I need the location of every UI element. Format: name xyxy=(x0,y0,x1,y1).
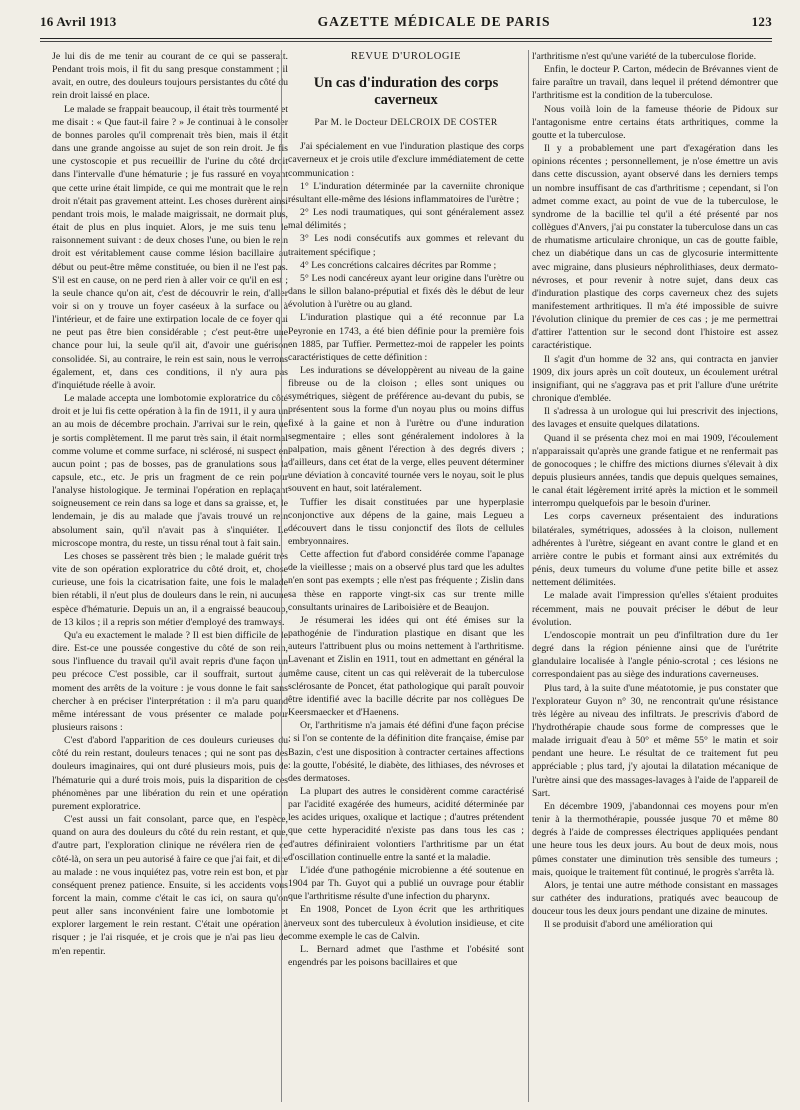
article-author: Par M. le Docteur DELCROIX DE COSTER xyxy=(314,118,498,129)
header-rule-thin xyxy=(40,41,772,42)
paragraph: 2° Les nodi traumatiques, qui sont généralement assez mal délimités ; xyxy=(288,207,524,232)
paragraph: En 1908, Poncet de Lyon écrit que les arthritiques nerveux sont des tuberculeux à évolution insidieuse, et cite comme exemple le cas de Calvin. xyxy=(288,904,524,942)
paragraph: Il s'agit d'un homme de 32 ans, qui contracta en janvier 1909, dix jours après un coït douteux, un écoulement urétral insignifiant, qui ne s'aggrava pas et prit l'allure d'une urétrite chronique d'emblée. xyxy=(532,353,778,405)
column-middle xyxy=(288,50,524,1102)
column-divider xyxy=(528,50,529,1102)
paragraph: 1° L'induration déterminée par la caverniite chronique résultant elle-même des lésions inflammatoires de l'urètre ; xyxy=(288,180,524,205)
paragraph: La plupart des autres le considèrent comme caractérisé par l'acidité exagérée des humeurs, acidité déterminée par les acides uriques, oxalique et lactique ; d'autres prétendent que cette hyperacidité n'existe pas dans tous les cas ; d'autres définiraient volontiers l'arthritisme par un état d'oscillation continuelle entre la santé et la maladie. xyxy=(288,785,524,863)
paragraph: Cette affection fut d'abord considérée comme l'apanage de la vieillesse ; mais on a observé plus tard que les adultes n'en sont pas exempts ; elle n'est pas fréquente ; Zislin dans sa thèse en rapporte vingt-six cas sur trente mille consultants urinaires de Lariboisière et de Beaujon. xyxy=(288,549,524,613)
page-header xyxy=(40,14,772,38)
header-rule xyxy=(40,38,772,39)
paragraph: Plus tard, à la suite d'une méatotomie, je pus constater que l'explorateur Guyon n° 30, ne rencontrait qu'une résistance très légère au niveau des infiltrats. Je prescrivis d'abord de l'hydrothérapie chaude sous forme de compresses que le malade irriguait d'eau à 50° et même 55° le matin et soir pendant une heure. Le résultat de ce traitement fut peu appréciable ; plus tard, j'y ajoutai la dilatation mécanique de l'urètre ainsi que des massages-lavages à l'aide de l'appareil de Sart. xyxy=(532,682,778,799)
paragraph: L. Bernard admet que l'asthme et l'obésité sont engendrés par les poisons bacillaires et que xyxy=(288,943,524,968)
paragraph: Je lui dis de me tenir au courant de ce qui se passerait. Pendant trois mois, il fit du sang presque constamment ; il avait, en outre, des douleurs toujours persistantes du côté du rein droit laissé en place. xyxy=(52,51,288,102)
article-body xyxy=(288,140,524,969)
paragraph: Or, l'arthritisme n'a jamais été défini d'une façon précise ; si l'on se contente de la définition dite française, émise par Bazin, c'est une disposition à contracter certaines affections : la goutte, l'obésité, le diabète, des lithiases, des névroses et des dermatoses. xyxy=(288,720,524,784)
paragraph: Qu'a eu exactement le malade ? Il est bien difficile de le dire. Est-ce une poussée congestive du côté de son rein, sous l'influence du travail qu'il avait repris d'une façon un peu précoce C'est possible, car il souffrait, surtout au moment des arrêts de la voiture : je vous donne le fait sans chercher à en préciser l'interprétation : il m'a paru quand même intéressant de vous présenter ce malade pour plusieurs raisons : xyxy=(52,629,288,733)
paragraph: L'idée d'une pathogénie microbienne a été soutenue en 1904 par Th. Guyot qui a publié un ouvrage pour établir que l'arthritisme résulte d'une infection du pharynx. xyxy=(288,864,524,903)
paragraph: 4° Les concrétions calcaires décrites par Romme ; xyxy=(300,259,497,271)
paragraph: L'endoscopie montrait un peu d'infiltration dure du 1er degré dans la région pénienne ainsi que de l'urétrite glandulaire localisée à l'angle pénio-scrotal ; ces lésions ne correspondaient pas au siège des indurations caverneuses. xyxy=(532,629,778,681)
paragraph: C'est aussi un fait consolant, parce que, en l'espèce, quand on aura des douleurs du côté du rein restant, et que, d'autre part, l'exploration clinique ne révélera rien de ce côté-là, on sera un peu autorisé à faire ce que j'ai fait, et dire au malade : ne vous inquiétez pas, votre rein est bon, et par conséquent prenez patience. Ensuite, si les accidents vous forcent la main, comme c'était le cas ici, on saura qu'on peut aller sans inconvénient faire une lombotomie et explorer largement le rein restant. C'était une opération à risquer ; je l'ai risquée, et je crois que je n'ai pas lieu de m'en repentir. xyxy=(52,814,288,957)
paragraph: Alors, je tentai une autre méthode consistant en massages sur cathéter des indurations, pratiqués avec beaucoup de douceur tous les deux jours pendant une dizaine de minutes. xyxy=(532,879,778,918)
section-heading: REVUE D'UROLOGIE xyxy=(350,51,462,62)
paragraph: Les choses se passèrent très bien ; le malade guérit très vite de son opération exploratrice du côté droit, et, chose curieuse, une fois la cicatrisation faite, une fois le malade bien rétabli, il n'eut plus de douleurs dans le rein, ni aucune espèce d'hématurie. Depuis un an, il a engraissé beaucoup, de 13 kilos ; il a repris son métier d'employé des tramways. xyxy=(52,550,288,628)
column-divider xyxy=(281,50,282,1102)
paragraph: J'ai spécialement en vue l'induration plastique des corps caverneux et je crois utile d'exclure immédiatement de cette communication : xyxy=(288,141,524,179)
paragraph: C'est d'abord l'apparition de ces douleurs curieuses du côté du rein restant, douleurs tenaces ; qui ne sont pas des douleurs imaginaires, qui ont duré plusieurs mois, puis de l'hématurie qui a duré trois mois, puis la disparition de ces phénomènes par une libération du rein et une opération purement exploratrice. xyxy=(52,735,288,812)
paragraph: l'arthritisme n'est qu'une variété de la tuberculose floride. xyxy=(532,51,757,62)
paragraph: Les corps caverneux présentaient des indurations bilatérales, symétriques, adossées à la cloison, nullement adhérentes à l'urètre, siégeant en avant contre le gland et en arrière contre le pubis et formant ainsi aux extrémités du pénis, deux tumeurs du volume d'une petite bille et assez nettement délimitées. xyxy=(532,511,778,589)
paragraph: Il y a probablement une part d'exagération dans les opinions récentes ; personnellement, je n'ose émettre un avis dans cette discussion, ayant observé dans les derniers temps un nombre insuffisant de cas d'arthritisme ; cependant, si l'on admet comme exact, au point de vue de la tuberculose, le syndrome de la bacillie tel qu'il a été présenté par nos collègues d'Anvers, j'ai pu constater la tuberculose dans un cas de rhumatisme articulaire chronique, un cas de goutte faible, chez un diabétique dans un cas de glycosurie intermittente avec migraine, dans plusieurs néphrolithiases, deux dermato-névroses, et pour revenir à notre sujet, dans deux cas d'induration plastique des corps caverneux chez des sujets manifestement arthritiques. Il m'a été impossible de suivre l'évolution clinique du premier de ces cas ; je me permettrai d'attirer l'attention sur le second dont l'histoire est assez caractéristique. xyxy=(532,143,778,352)
paragraph: Enfin, le docteur P. Carton, médecin de Brévannes vient de faire paraître un travail, dans lequel il prétend démontrer que l'arthritisme est la condition de la tuberculose. xyxy=(532,64,778,102)
paragraph: 5° Les nodi cancéreux ayant leur origine dans l'urètre ou dans le sillon balano-préputial et fixés dès le début de leur évolution à l'urètre ou au gland. xyxy=(288,272,524,311)
paragraph: Je résumerai les idées qui ont été émises sur la pathogénie de l'induration plastique en disant que les auteurs l'attribuent plus ou moins nettement à l'arthritisme. Lavenant et Zislin en 1911, tout en admettant en général la même cause, citent un cas qui relèverait de la tuberculose sclérosante de Poncet, état pathologique qui paraît pouvoir être identifié avec la bacille décrite par nos collègues De Keersmaecker et d'Haenens. xyxy=(288,614,524,719)
paragraph: Le malade avait l'impression qu'elles s'étaient produites récemment, mais ne pouvait préciser le début de leur évolution. xyxy=(532,590,778,628)
paragraph: Quand il se présenta chez moi en mai 1909, l'écoulement n'apparaissait qu'après une grande fatigue et ne renfermait pas de gonocoques ; le chiffre des mictions diurnes s'élevait à dix depuis plusieurs années, tandis que depuis quelques semaines, le canal était légèrement irrité après la miction et le sommeil interrompu quelquefois par le besoin d'uriner. xyxy=(532,432,778,510)
journal-title: GAZETTE MÉDICALE DE PARIS xyxy=(317,14,551,29)
paragraph: En décembre 1909, j'abandonnai ces moyens pour m'en tenir à la thermothérapie, poussée jusque 70 et même 80 degrés à l'aide de compresses électriques appliquées pendant une heure tous les deux jours. Au bout de deux mois, nous pûmes constater une diminution très sensible des tumeurs ; mais, quoique le traitement fût continué, le progrès s'arrêta là. xyxy=(532,800,778,878)
paragraph: Le malade accepta une lombotomie exploratrice du côté droit et je lui fis cette opération à la fin de 1911, il y aura un an au mois de décembre prochain. J'arrivai sur le rein, que je sortis complètement. Il me parut très sain, il était normal comme volume et comme surface, ni sclérosé, ni suspect en aucun point ; pas de bosses, pas de granulations sous la capsule, etc., etc. Je pris un fragment de ce rein pour l'analyse histologique. Je terminai l'opération en replaçant soigneusement ce rein dans sa loge et dans sa graisse, et, le lendemain, je dis au malade que j'avais trouvé un rein absolument sain, qu'il n'avait pas à s'inquiéter. Le microscope montra, du reste, un tissu rénal tout à fait sain. xyxy=(52,393,288,549)
paragraph: Il se produisit d'abord une amélioration qui xyxy=(544,919,713,931)
issue-date: 16 Avril 1913 xyxy=(40,14,117,29)
paragraph: Tuffier les disait constituées par une hyperplasie conjonctive aux dépens de la gaine, mais Legueu a découvert dans le tissu conjonctif des îlots de cellules embryonnaires. xyxy=(288,496,524,547)
paragraph: Les indurations se développèrent au niveau de la gaine fibreuse ou de la cloison ; elles sont uniques ou symétriques, siègent de préférence au-devant du pubis, se présentent sous la forme d'un noyau plus ou moins diffus fixé à la gaine et non à l'urètre ou d'une induration segmentaire ; elles sont généralement indolores à la palpation, mais gênent l'érection à des degrés divers ; d'ailleurs, dans cet état de la verge, elles peuvent déterminer une déviation à concavité tournée vers le noyau, soit le plus souvent en haut, soit latéralement. xyxy=(288,364,524,495)
paragraph: 3° Les nodi consécutifs aux gommes et relevant du traitement spécifique ; xyxy=(288,233,524,258)
article-title: Un cas d'induration des corps caverneux xyxy=(313,75,499,109)
paragraph: Il s'adressa à un urologue qui lui prescrivit des injections, des lavages et ensuite quelques dilatations. xyxy=(532,406,778,431)
paragraph: L'induration plastique qui a été reconnue par La Peyronie en 1743, a été bien définie pour la première fois en 1885, par Tuffier. Permettez-moi de rappeler les points caractéristiques de cette définition : xyxy=(288,312,524,363)
column-right xyxy=(532,50,778,1102)
page-number: 123 xyxy=(751,14,772,29)
paragraph: Le malade se frappait beaucoup, il était très tourmenté et me disait : « Que faut-il faire ? » Je continuai à le consoler de bonnes paroles qu'il comprenait très bien, mais il était dans une grande angoisse au sujet de son rein droit. Je fis une cystoscopie et pus recueillir de l'urine du côté droit dans l'intervalle d'une hématurie ; je fus rassuré en voyant que cette urine était limpide, ce qui me montrait que le rein droit n'était pas gravement atteint. Les choses durèrent ainsi pendant trois mois, le malade maigrissait, ne dormait plus, était de plus en plus inquiet. Alors, je me suis tenu le raisonnement suivant : de deux choses l'une, ou bien le rein droit est véritablement cause comme lésion bacillaire au début ou peut-être même constituée, ou bien il ne l'est pas. S'il est en cause, on ne perd rien à aller voir ce qu'il en est ; la seule chance qu'on ait, c'est de découvrir le rein, d'aller voir si on y trouve un foyer caséeux à la surface ou à l'intérieur, et de faire une extirpation locale de ce foyer qui ne peut pas être bien considérable ; c'est peut-être une chance pour lui, la seule qu'il ait, d'avoir une guérison consolidée. Si, au contraire, le rein est sain, nous le verrons également, et, dans ces conditions, il n'y aura pas d'inquiétude réelle à avoir. xyxy=(52,103,288,391)
column-left xyxy=(52,50,288,1102)
paragraph: Nous voilà loin de la fameuse théorie de Pidoux sur l'antagonisme entre certains états arthritiques, comme la goutte et la tuberculose. xyxy=(532,103,778,141)
